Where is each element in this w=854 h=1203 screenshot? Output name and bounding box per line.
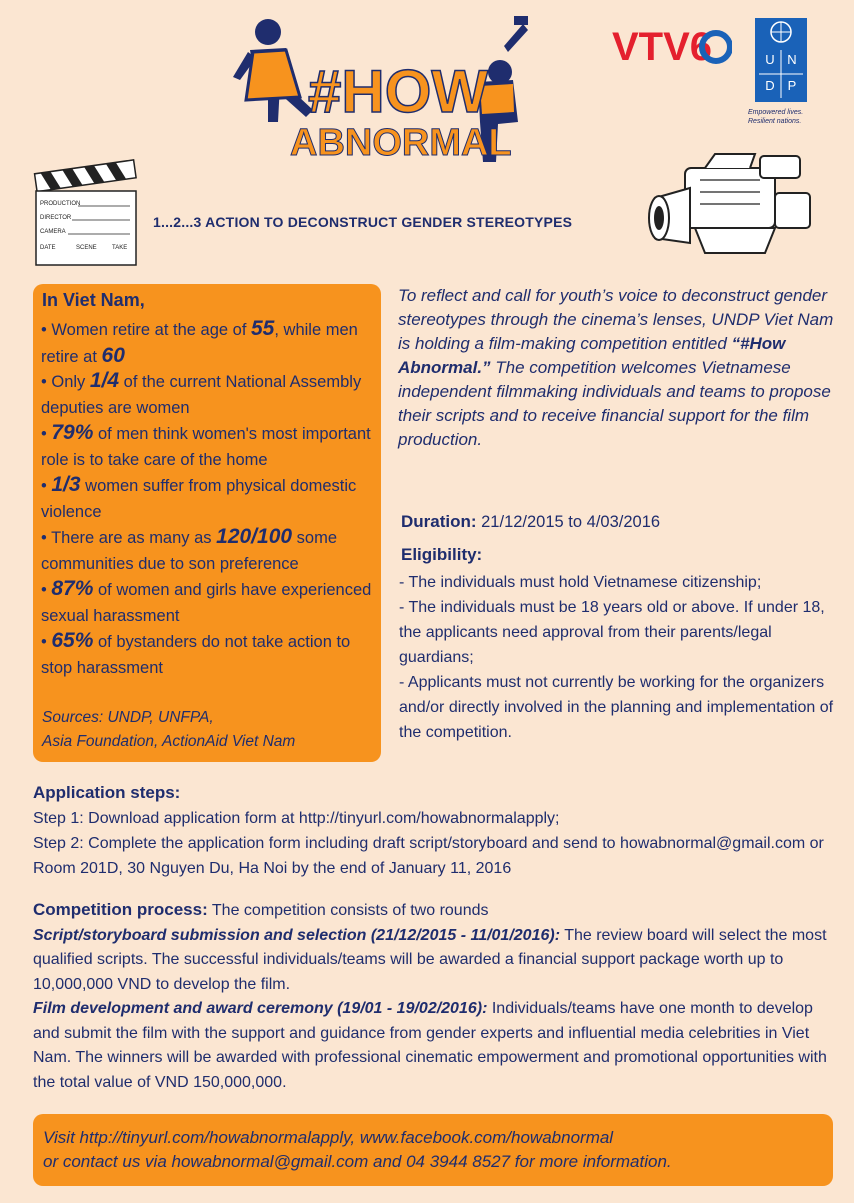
- stat-text: of the current National Assembly deputies are women: [41, 373, 362, 417]
- eligibility-list: [399, 570, 839, 745]
- competition-intro: [398, 284, 838, 452]
- duration-label: Duration:: [401, 512, 477, 531]
- clapper-camera-label: CAMERA: [40, 229, 66, 235]
- application-step-1: Step 1: Download application form at http://tinyurl.com/howabnormalapply;: [33, 810, 560, 827]
- eligibility-item: - The individuals must hold Vietnamese citizenship;: [399, 574, 762, 591]
- clapperboard-icon: [30, 155, 140, 270]
- undp-emblem-icon: [755, 18, 807, 102]
- round-2-text: Individuals/teams have one month to develop and submit the film with the support and guidance from gender experts and influential media celebrities in Viet Nam. The winners will be awarded with professional cinematic empowerment and promotional opportunities with the total value of VND 150,000,000.: [33, 1000, 827, 1091]
- competition-process-intro: The competition consists of two rounds: [207, 902, 489, 919]
- stat-number: 79%: [51, 421, 94, 444]
- competition-title: “#How Abnormal.”: [398, 334, 786, 377]
- eligibility-title: Eligibility:: [401, 545, 483, 564]
- clapper-take-label: TAKE: [112, 245, 128, 251]
- competition-process-header: [33, 898, 833, 924]
- stat-item-son-preference: [41, 524, 376, 577]
- eligibility-item: - The individuals must be 18 years old or above. If under 18, the applicants need approval from their parents/legal guardians;: [399, 599, 825, 666]
- intro-text: The competition welcomes Vietnamese independent filmmaking individuals and teams to propose their scripts and to receive financial support for the film production.: [398, 358, 831, 449]
- stat-number: 87%: [51, 577, 94, 600]
- woman-dress-icon: [246, 50, 300, 100]
- application-steps-title: Application steps:: [33, 783, 181, 802]
- eligibility-item: - Applicants must not currently be working for the organizers and/or directly involved in the planning and implementation of the competition.: [399, 674, 834, 741]
- stat-text: •: [41, 477, 52, 495]
- stat-text: of women and girls have experienced sexual harassment: [41, 581, 372, 625]
- clapper-production-label: PRODUCTION: [40, 201, 81, 207]
- how-abnormal-hero-logo: [228, 12, 528, 162]
- stat-number: 65%: [51, 629, 94, 652]
- undp-tagline: [748, 108, 818, 126]
- stat-text: •: [41, 633, 52, 651]
- application-step-2: Step 2: Complete the application form including draft script/storyboard and send to howabnormal@gmail.com or Room 201D, 30 Nguyen Du, Ha Noi by the end of January 11, 2016: [33, 835, 824, 877]
- undp-tagline-line1: Empowered lives.: [748, 109, 804, 116]
- stat-text: of bystanders do not take action to stop harassment: [41, 633, 351, 677]
- undp-letter-u: U: [765, 52, 775, 67]
- logo-line1: #HOW: [308, 58, 488, 125]
- undp-tagline-line2: Resilient nations.: [748, 118, 802, 125]
- competition-round-1: [33, 924, 833, 998]
- stat-text: • Only: [41, 373, 90, 391]
- stat-item-domestic-violence: [41, 472, 376, 525]
- contact-footer: [33, 1114, 833, 1186]
- vtv6-logo: [612, 22, 732, 68]
- undp-letter-n: N: [787, 52, 797, 67]
- stat-text: , while men retire at: [41, 321, 358, 366]
- stats-heading: In Viet Nam,: [42, 290, 145, 310]
- stat-item-sexual-harassment: [41, 576, 376, 629]
- stat-number: 1/4: [89, 369, 120, 392]
- logo-line2: ABNORMAL: [290, 122, 512, 162]
- clapper-date-label: DATE: [40, 245, 56, 251]
- duration: [401, 512, 660, 532]
- stat-text: • There are as many as: [41, 529, 217, 547]
- clapper-director-label: DIRECTOR: [40, 215, 72, 221]
- stats-sources: [42, 706, 295, 754]
- stat-item-bystanders: [41, 628, 376, 681]
- round-2-title: Film development and award ceremony (19/01 - 19/02/2016):: [33, 1000, 488, 1017]
- stat-number: 55: [251, 317, 275, 340]
- stat-text: • Women retire at the age of: [41, 321, 251, 339]
- stat-number: 1/3: [51, 473, 81, 496]
- clapper-scene-label: SCENE: [76, 245, 97, 251]
- footer-contact-info: or contact us via howabnormal@gmail.com and 04 3944 8527 for more information.: [43, 1152, 672, 1171]
- stat-text: of men think women's most important role is to take care of the home: [41, 425, 371, 469]
- undp-letter-p: P: [787, 78, 797, 93]
- competition-round-2: [33, 997, 833, 1095]
- competition-process-title: Competition process:: [33, 900, 208, 919]
- sources-line1: Sources: UNDP, UNFPA,: [42, 709, 214, 726]
- stat-item-retirement: [41, 316, 376, 370]
- stat-text: some communities due to son preference: [41, 529, 337, 573]
- stat-text: •: [41, 581, 52, 599]
- round-1-text: The review board will select the most qualified scripts. The successful individuals/teams will be awarded a financial support package worth up to 10,000,000 VND to develop the film.: [33, 926, 827, 993]
- competition-process: [33, 898, 833, 1095]
- viet-nam-statistics-panel: [33, 284, 381, 762]
- sources-line2: Asia Foundation, ActionAid Viet Nam: [42, 733, 296, 750]
- duration-value: 21/12/2015 to 4/03/2016: [476, 513, 661, 531]
- stat-item-home-role: [41, 420, 376, 473]
- stat-number: 60: [101, 344, 125, 367]
- stat-number: 120/100: [216, 525, 293, 548]
- undp-letter-d: D: [765, 78, 775, 93]
- stat-text: •: [41, 425, 52, 443]
- application-steps: [33, 806, 833, 881]
- video-camera-icon: [645, 148, 825, 268]
- campaign-tagline: 1...2...3 ACTION TO DECONSTRUCT GENDER STEREOTYPES: [153, 214, 573, 230]
- intro-text: To reflect and call for youth’s voice to deconstruct gender stereotypes through the cinema’s lenses, UNDP Viet Nam is holding a film-making competition entitled: [398, 286, 834, 353]
- round-1-title: Script/storyboard submission and selection (21/12/2015 - 11/01/2016):: [33, 926, 561, 944]
- stat-item-assembly: [41, 368, 376, 421]
- stat-text: women suffer from physical domestic violence: [41, 477, 357, 521]
- footer-visit-links: Visit http://tinyurl.com/howabnormalapply, www.facebook.com/howabnormal: [43, 1128, 614, 1147]
- undp-logo: [755, 18, 807, 102]
- vtv6-logo-text: VTV6: [612, 25, 713, 68]
